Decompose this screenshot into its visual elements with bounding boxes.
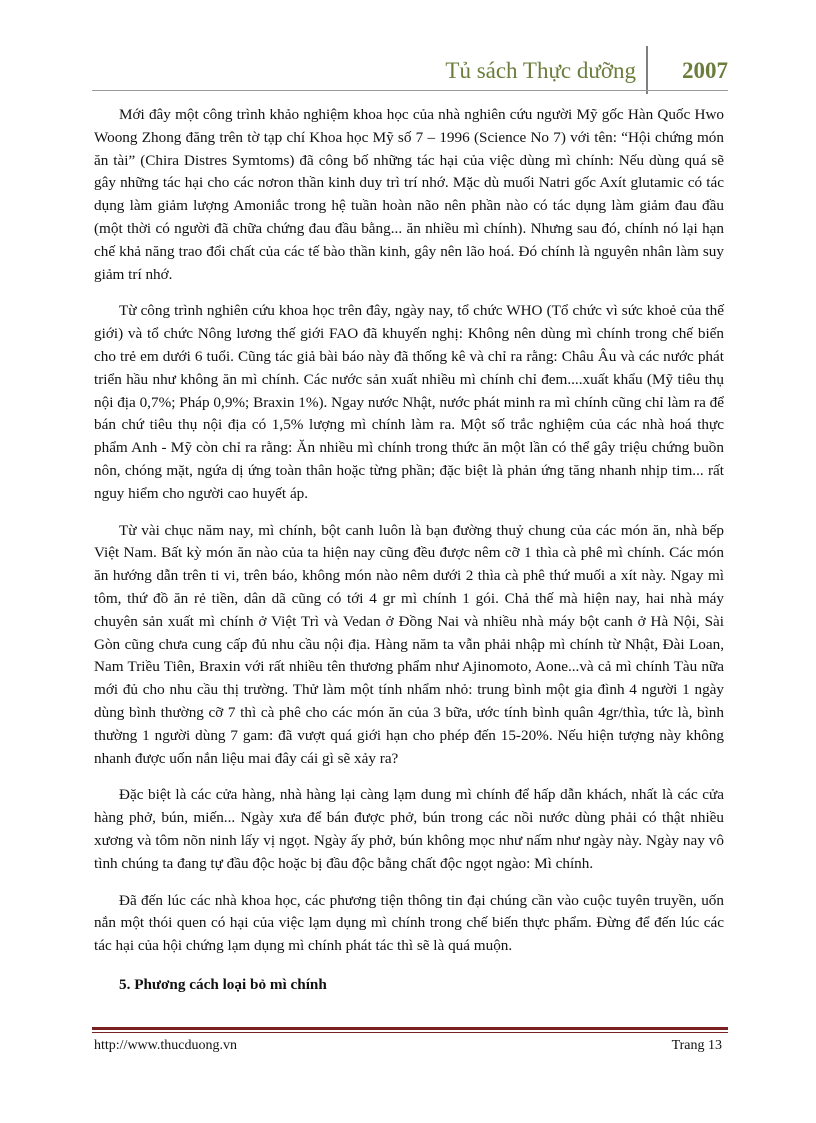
header-rule (92, 90, 728, 91)
page-header (92, 46, 728, 94)
footer-rule-thin (92, 1032, 728, 1033)
section-heading: 5. Phương cách loại bỏ mì chính (119, 975, 327, 993)
header-title: Tủ sách Thực dưỡng (445, 58, 636, 83)
header-divider (646, 46, 648, 94)
paragraph: Đã đến lúc các nhà khoa học, các phương tiện thông tin đại chúng cần vào cuộc tuyên truyền, uốn nắn một thói quen có hại của việc lạm dụng mì chính trong chế biến thực phẩm. Đừng để đến lúc các tác hại của hội chứng lạm dụng mì chính phát tác thì sẽ là quá muộn. (94, 891, 724, 955)
paragraph: Từ vài chục năm nay, mì chính, bột canh luôn là bạn đường thuỷ chung của các món ăn, nhà bếp Việt Nam. Bất kỳ món ăn nào của ta hiện nay cũng đều được nêm cỡ 1 thìa cà phê mì chính. Các món ăn hướng dẫn trên ti vi, trên báo, không món nào nêm dưới 2 thìa cà phê thứ muối a xít này. Ngay mì tôm, thứ đồ ăn rẻ tiền, dân dã cũng có tới 4 gr mì chính 1 gói. Chả thế mà hiện nay, hai nhà máy chuyên sản xuất mì chính ở Việt Trì và Vedan ở Đồng Nai và nhiều nhà máy bột canh ở Hà Nội, Sài Gòn cũng chưa cung cấp đủ nhu cầu nội địa. Hàng năm ta vẫn phải nhập mì chính từ Nhật, Đài Loan, Nam Triều Tiên, Braxin với rất nhiều tên thương phẩm như Ajinomoto, Aone...và cả mì chính Tàu nữa mới đủ cho nhu cầu thị trường. Thử làm một tính nhẩm nhỏ: trung bình một gia đình 4 người 1 ngày dùng bình thường cỡ 7 thì cà phê cho các món ăn của 3 bữa, ước tính bình quân 4gr/thìa, tức là, bình thường 1 người dùng 7 gam: đã vượt quá giới hạn cho phép đến 15-20%. Nếu hiện tượng này không nhanh được uốn nắn liệu mai đây cái gì sẽ xảy ra? (94, 521, 724, 767)
paragraph: Mới đây một công trình khảo nghiệm khoa học của nhà nghiên cứu người Mỹ gốc Hàn Quốc Hwo Woong Zhong đăng trên tờ tạp chí Khoa học Mỹ số 7 – 1996 (Science No 7) với tên: “Hội chứng món ăn tài” (Chira Distres Symtoms) đã công bố những tác hại của việc dùng mì chính: Nếu dùng quá sẽ gây những tác hại cho các nơron thần kinh duy trì trí nhớ. Mặc dù muối Natri gốc Axít glutamic có tác dụng làm giảm lượng Amoniắc trong hệ tuần hoàn não nên phần nào có tác dụng làm giảm đau đầu (một thời có người đã chữa chứng đau đầu bằng... ăn nhiều mì chính). Nhưng sau đó, chính nó lại hạn chế khả năng trao đổi chất của các tế bào thần kinh, gây nên lão hoá. Đó chính là nguyên nhân làm suy giảm trí nhớ. (94, 106, 724, 283)
document-body (94, 104, 724, 994)
page-number: Trang 13 (671, 1038, 722, 1053)
paragraph: Từ công trình nghiên cứu khoa học trên đây, ngày nay, tổ chức WHO (Tổ chức vì sức khoẻ của thế giới) và tổ chức Nông lương thế giới FAO đã khuyến nghị: Không nên dùng mì chính trong chế biến cho trẻ em dưới 6 tuổi. Cũng tác giả bài báo này đã thống kê và chỉ ra rằng: Châu Âu và các nước phát triển hầu như không ăn mì chính. Các nước sản xuất nhiều mì chính chỉ đem....xuất khẩu (Mỹ tiêu thụ nội địa 0,7%; Pháp 0,9%; Braxin 1%). Ngay nước Nhật, nước phát minh ra mì chính cũng chỉ làm ra để bán chứ tiêu thụ nội địa có 1,5% lượng mì chính làm ra. Một số trắc nghiệm của các nhà hoá thực phẩm Anh - Mỹ còn chỉ ra rằng: Ăn nhiều mì chính trong thức ăn một lần có thể gây triệu chứng buồn nôn, chóng mặt, ngứa dị ứng toàn thân hoặc từng phần; đặc biệt là phản ứng tăng nhanh nhịp tim... rất nguy hiểm cho người cao huyết áp. (94, 302, 724, 502)
footer-url: http://www.thucduong.vn (94, 1038, 237, 1053)
header-year: 2007 (682, 58, 728, 83)
paragraph: Đặc biệt là các cửa hàng, nhà hàng lại càng lạm dung mì chính để hấp dẫn khách, nhất là các cửa hàng phở, bún, miến... Ngày xưa để bán được phở, bún trong các nồi nước dùng phải có thật nhiều xương và tôm nõn ninh lấy vị ngọt. Ngày ấy phở, bún không mọc như nấm như ngày này. Ngày nay vô tình chúng ta đang tự đầu độc hoặc bị đầu độc bằng chất độc ngọt ngào: Mì chính. (94, 786, 724, 872)
footer-rule-thick (92, 1027, 728, 1030)
